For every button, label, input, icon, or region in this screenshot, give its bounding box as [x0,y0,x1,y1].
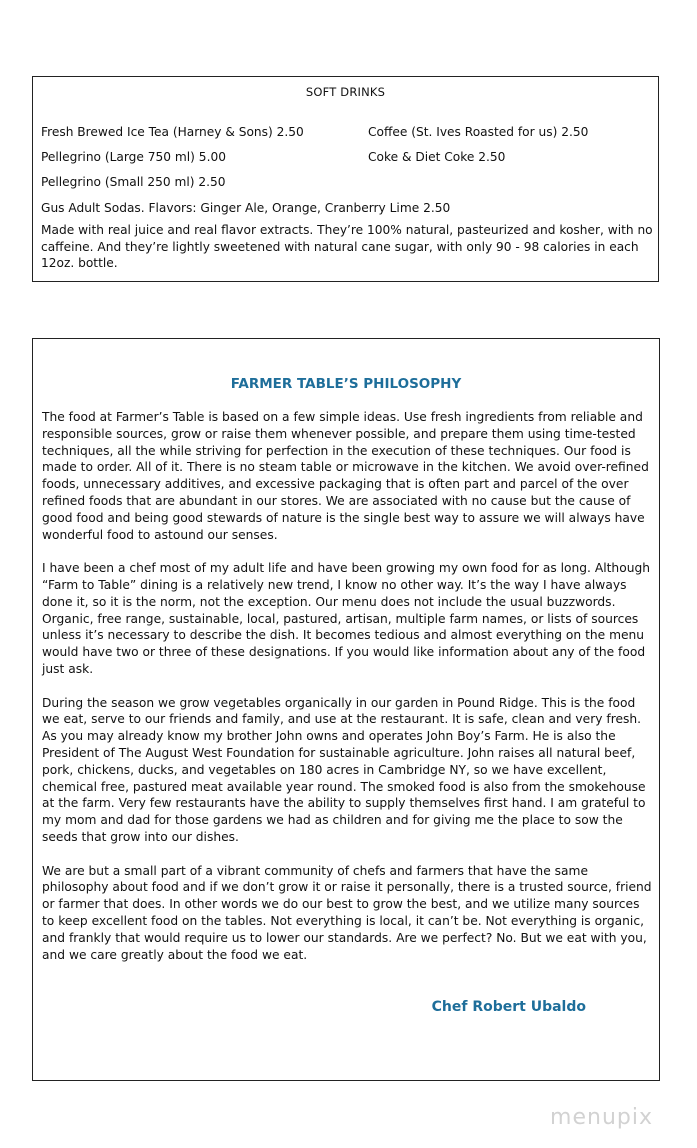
soft-drinks-title: SOFT DRINKS [305,85,386,99]
philosophy-paragraph: We are but a small part of a vibrant community of chefs and farmers that have the same philosophy about food and if we don’t grow it or raise it personally, there is a trusted source, friend or farmer that does. In other words we do our best to grow the best, and we utilize many sources to keep excellent food on the tables. Not everything is local, it can’t be. Not everything is organic, and frankly that would require us to lower our standards. Are we perfect? No. But we eat with you, and we care greatly about the food we eat. [42,863,652,962]
menu-item-coke: Coke & Diet Coke 2.50 [368,150,506,164]
menupix-watermark: menupix [550,1105,653,1130]
menu-item-gus-sodas: Gus Adult Sodas. Flavors: Ginger Ale, Orange, Cranberry Lime 2.50 [41,201,451,215]
soft-drinks-section [32,76,659,282]
menu-item-pellegrino-large: Pellegrino (Large 750 ml) 5.00 [41,150,226,164]
philosophy-paragraph: The food at Farmer’s Table is based on a few simple ideas. Use fresh ingredients from reliable and responsible sources, grow or raise them whenever possible, and prepare them using time-tested techniques, all the while striving for perfection in the execution of these techniques. Our food is made to order. All of it. There is no steam table or microwave in the kitchen. We avoid over-refined foods, unnecessary additives, and excessive packaging that is often part and parcel of the over refined foods that are abundant in our stores. We are associated with no cause but the cause of good food and being good stewards of nature is the single best way to assure we will always have wonderful food to astound our senses. [42,410,649,542]
philosophy-paragraph: I have been a chef most of my adult life and have been growing my own food for as long. Although “Farm to Table” dining is a relatively new trend, I know no other way. It’s the way I have always done it, so it is the norm, not the exception. Our menu does not include the usual buzzwords. Organic, free range, sustainable, local, pastured, artisan, multiple farm names, or lists of sources unless it’s necessary to describe the dish. It becomes tedious and almost everything on the menu would have two or three of these designations. If you would like information about any of the food just ask. [42,561,650,676]
gus-sodas-description: Made with real juice and real flavor extracts. They’re 100% natural, pasteurized and kosher, with no caffeine. And they’re lightly sweetened with natural cane sugar, with only 90 - 98 calories in each 12oz. bottle. [41,223,653,270]
menu-item-ice-tea: Fresh Brewed Ice Tea (Harney & Sons) 2.50 [41,125,304,139]
philosophy-paragraph: During the season we grow vegetables organically in our garden in Pound Ridge. This is the food we eat, serve to our friends and family, and use at the restaurant. It is safe, clean and very fresh. As you may already know my brother John owns and operates John Boy’s Farm. He is also the President of The August West Foundation for sustainable agriculture. John raises all natural beef, pork, chickens, ducks, and vegetables on 180 acres in Cambridge NY, so we have excellent, chemical free, pastured meat available year round. The smoked food is also from the smokehouse at the farm. Very few restaurants have the ability to supply themselves first hand. I am grateful to my mom and dad for those gardens we had as children and for giving me the place to sow the seeds that grow into our dishes. [42,695,646,844]
menu-item-pellegrino-small: Pellegrino (Small 250 ml) 2.50 [41,175,226,189]
chef-signature: Chef Robert Ubaldo [431,999,586,1015]
menu-item-coffee: Coffee (St. Ives Roasted for us) 2.50 [368,125,589,139]
philosophy-body [42,409,652,980]
philosophy-title: FARMER TABLE’S PHILOSOPHY [230,376,462,392]
philosophy-section [32,338,660,1081]
